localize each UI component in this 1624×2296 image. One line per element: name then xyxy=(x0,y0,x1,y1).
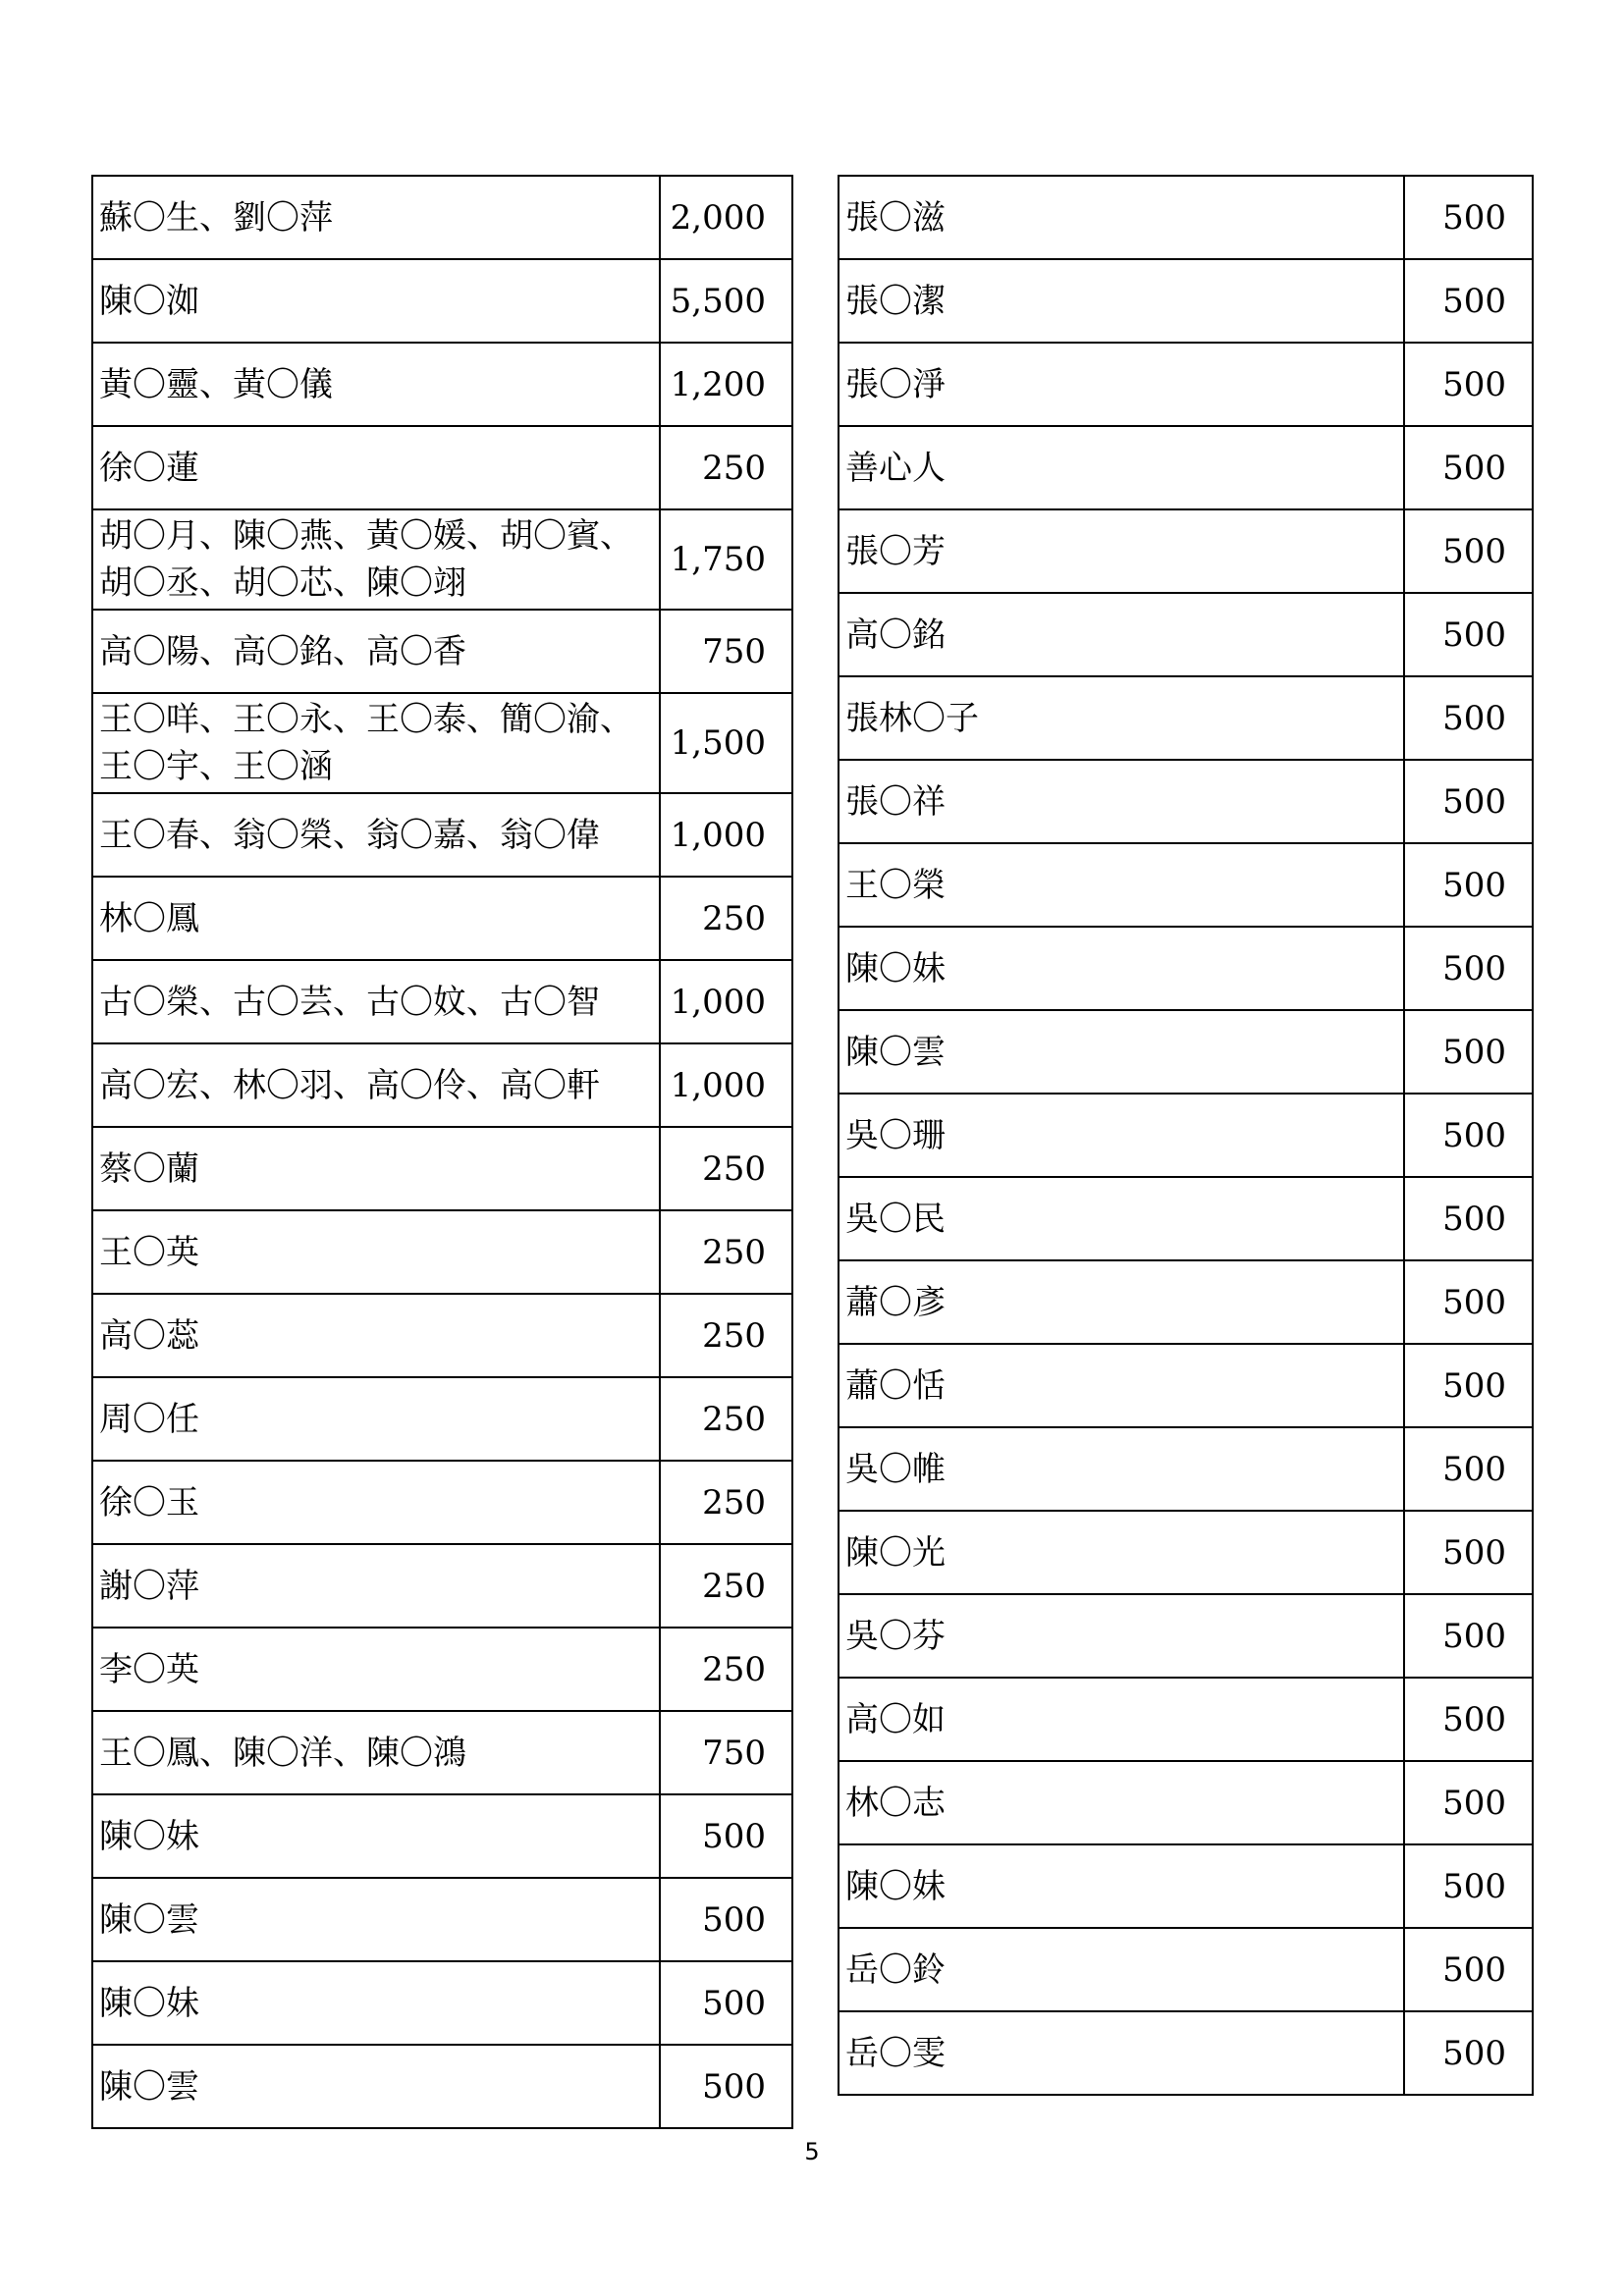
table-row xyxy=(839,760,1533,843)
table-row xyxy=(839,1427,1533,1511)
donation-amount: 500 xyxy=(1404,509,1533,593)
donation-amount: 2,000 xyxy=(660,176,792,259)
donor-name: 陳〇妹 xyxy=(839,1844,1404,1928)
donor-name: 陳〇雲 xyxy=(839,1010,1404,1094)
donation-amount: 250 xyxy=(660,1127,792,1210)
donation-amount: 500 xyxy=(1404,760,1533,843)
table-row xyxy=(839,176,1533,259)
table-row xyxy=(92,693,792,793)
donation-amount: 500 xyxy=(1404,843,1533,927)
donor-name: 高〇陽、高〇銘、高〇香 xyxy=(92,610,660,693)
donation-amount: 250 xyxy=(660,877,792,960)
donor-name: 徐〇蓮 xyxy=(92,426,660,509)
table-row xyxy=(839,259,1533,343)
donation-amount: 500 xyxy=(1404,343,1533,426)
table-row xyxy=(839,1511,1533,1594)
donation-amount: 750 xyxy=(660,610,792,693)
donor-name: 陳〇洳 xyxy=(92,259,660,343)
page-number: 5 xyxy=(804,2138,820,2165)
donor-name: 張〇祥 xyxy=(839,760,1404,843)
donation-amount: 250 xyxy=(660,1210,792,1294)
donation-amount: 1,750 xyxy=(660,509,792,610)
donor-name: 蘇〇生、劉〇萍 xyxy=(92,176,660,259)
table-row xyxy=(92,1294,792,1377)
table-row xyxy=(839,1010,1533,1094)
donor-name: 張〇滋 xyxy=(839,176,1404,259)
donor-name: 高〇蕊 xyxy=(92,1294,660,1377)
table-row xyxy=(92,176,792,259)
donor-name: 高〇銘 xyxy=(839,593,1404,676)
donation-amount: 250 xyxy=(660,1544,792,1628)
table-row xyxy=(92,343,792,426)
table-row xyxy=(92,1711,792,1794)
table-row xyxy=(92,1377,792,1461)
table-row xyxy=(92,2045,792,2128)
donor-name: 謝〇萍 xyxy=(92,1544,660,1628)
donation-amount: 250 xyxy=(660,1628,792,1711)
donation-amount: 500 xyxy=(660,1878,792,1961)
donation-amount: 500 xyxy=(1404,2011,1533,2095)
donor-name: 陳〇光 xyxy=(839,1511,1404,1594)
donor-name: 徐〇玉 xyxy=(92,1461,660,1544)
donor-name: 張〇潔 xyxy=(839,259,1404,343)
donation-amount: 500 xyxy=(1404,176,1533,259)
donor-name: 吳〇珊 xyxy=(839,1094,1404,1177)
donation-amount: 500 xyxy=(1404,927,1533,1010)
donation-amount: 250 xyxy=(660,1461,792,1544)
table-row xyxy=(92,426,792,509)
donor-name: 林〇志 xyxy=(839,1761,1404,1844)
table-row xyxy=(839,2011,1533,2095)
donation-table-left xyxy=(91,175,793,2129)
donor-name: 陳〇妹 xyxy=(839,927,1404,1010)
table-row xyxy=(92,1210,792,1294)
donor-name: 高〇如 xyxy=(839,1678,1404,1761)
donation-amount: 500 xyxy=(660,1794,792,1878)
table-row xyxy=(92,1461,792,1544)
donor-name: 善心人 xyxy=(839,426,1404,509)
donor-name: 李〇英 xyxy=(92,1628,660,1711)
donor-name: 岳〇鈴 xyxy=(839,1928,1404,2011)
donor-name: 王〇春、翁〇榮、翁〇嘉、翁〇偉 xyxy=(92,793,660,877)
donation-amount: 1,000 xyxy=(660,960,792,1043)
table-row xyxy=(92,877,792,960)
donor-name: 陳〇雲 xyxy=(92,2045,660,2128)
donor-name: 王〇榮 xyxy=(839,843,1404,927)
donation-amount: 500 xyxy=(660,2045,792,2128)
donor-name: 吳〇帷 xyxy=(839,1427,1404,1511)
donation-amount: 250 xyxy=(660,426,792,509)
donation-amount: 500 xyxy=(1404,1844,1533,1928)
table-row xyxy=(92,793,792,877)
table-row xyxy=(839,1844,1533,1928)
donor-name: 古〇榮、古〇芸、古〇妏、古〇智 xyxy=(92,960,660,1043)
donor-name: 蕭〇彥 xyxy=(839,1260,1404,1344)
donor-name: 張林〇子 xyxy=(839,676,1404,760)
table-row xyxy=(839,927,1533,1010)
donation-amount: 500 xyxy=(1404,259,1533,343)
table-row xyxy=(839,676,1533,760)
donation-amount: 500 xyxy=(1404,1928,1533,2011)
table-row xyxy=(92,960,792,1043)
table-row xyxy=(839,1260,1533,1344)
donor-name: 王〇咩、王〇永、王〇泰、簡〇渝、王〇宇、王〇涵 xyxy=(92,693,660,793)
donor-name: 張〇芳 xyxy=(839,509,1404,593)
donation-amount: 500 xyxy=(1404,1761,1533,1844)
donor-name: 蕭〇恬 xyxy=(839,1344,1404,1427)
donation-amount: 500 xyxy=(1404,676,1533,760)
table-row xyxy=(839,1761,1533,1844)
table-row xyxy=(92,1043,792,1127)
donation-amount: 1,000 xyxy=(660,793,792,877)
table-row xyxy=(92,259,792,343)
donor-name: 王〇英 xyxy=(92,1210,660,1294)
donation-amount: 250 xyxy=(660,1294,792,1377)
donor-name: 黃〇靈、黃〇儀 xyxy=(92,343,660,426)
donation-amount: 500 xyxy=(1404,1678,1533,1761)
donation-amount: 500 xyxy=(1404,1427,1533,1511)
donation-amount: 1,200 xyxy=(660,343,792,426)
donation-amount: 500 xyxy=(1404,1010,1533,1094)
donation-amount: 500 xyxy=(1404,426,1533,509)
donor-name: 周〇任 xyxy=(92,1377,660,1461)
table-row xyxy=(92,1628,792,1711)
donation-amount: 500 xyxy=(1404,1344,1533,1427)
donation-amount: 250 xyxy=(660,1377,792,1461)
table-row xyxy=(839,426,1533,509)
table-row xyxy=(92,1794,792,1878)
donor-name: 吳〇民 xyxy=(839,1177,1404,1260)
donation-amount: 1,000 xyxy=(660,1043,792,1127)
donation-amount: 500 xyxy=(1404,593,1533,676)
donation-amount: 500 xyxy=(1404,1260,1533,1344)
donor-name: 陳〇妹 xyxy=(92,1961,660,2045)
table-row xyxy=(839,343,1533,426)
donation-amount: 500 xyxy=(1404,1594,1533,1678)
donation-amount: 1,500 xyxy=(660,693,792,793)
donor-name: 王〇鳳、陳〇洋、陳〇鴻 xyxy=(92,1711,660,1794)
table-row xyxy=(839,1344,1533,1427)
donor-name: 岳〇雯 xyxy=(839,2011,1404,2095)
donor-name: 林〇鳳 xyxy=(92,877,660,960)
donor-name: 陳〇妹 xyxy=(92,1794,660,1878)
table-row xyxy=(839,1928,1533,2011)
table-row xyxy=(839,1177,1533,1260)
table-row xyxy=(92,1961,792,2045)
donor-name: 張〇淨 xyxy=(839,343,1404,426)
donation-amount: 5,500 xyxy=(660,259,792,343)
table-row xyxy=(92,1127,792,1210)
donor-name: 吳〇芬 xyxy=(839,1594,1404,1678)
donor-name: 高〇宏、林〇羽、高〇伶、高〇軒 xyxy=(92,1043,660,1127)
donation-table-right xyxy=(838,175,1534,2096)
table-row xyxy=(839,843,1533,927)
table-row xyxy=(839,1678,1533,1761)
donor-name: 陳〇雲 xyxy=(92,1878,660,1961)
table-row xyxy=(92,1878,792,1961)
donation-amount: 500 xyxy=(1404,1094,1533,1177)
donation-amount: 500 xyxy=(1404,1177,1533,1260)
table-row xyxy=(839,509,1533,593)
donor-name: 胡〇月、陳〇燕、黃〇媛、胡〇賓、胡〇丞、胡〇芯、陳〇翊 xyxy=(92,509,660,610)
table-row xyxy=(839,1594,1533,1678)
table-row xyxy=(92,509,792,610)
donor-name: 蔡〇蘭 xyxy=(92,1127,660,1210)
donation-amount: 500 xyxy=(1404,1511,1533,1594)
table-row xyxy=(839,593,1533,676)
donation-amount: 500 xyxy=(660,1961,792,2045)
donation-amount: 750 xyxy=(660,1711,792,1794)
table-row xyxy=(839,1094,1533,1177)
table-row xyxy=(92,1544,792,1628)
table-row xyxy=(92,610,792,693)
